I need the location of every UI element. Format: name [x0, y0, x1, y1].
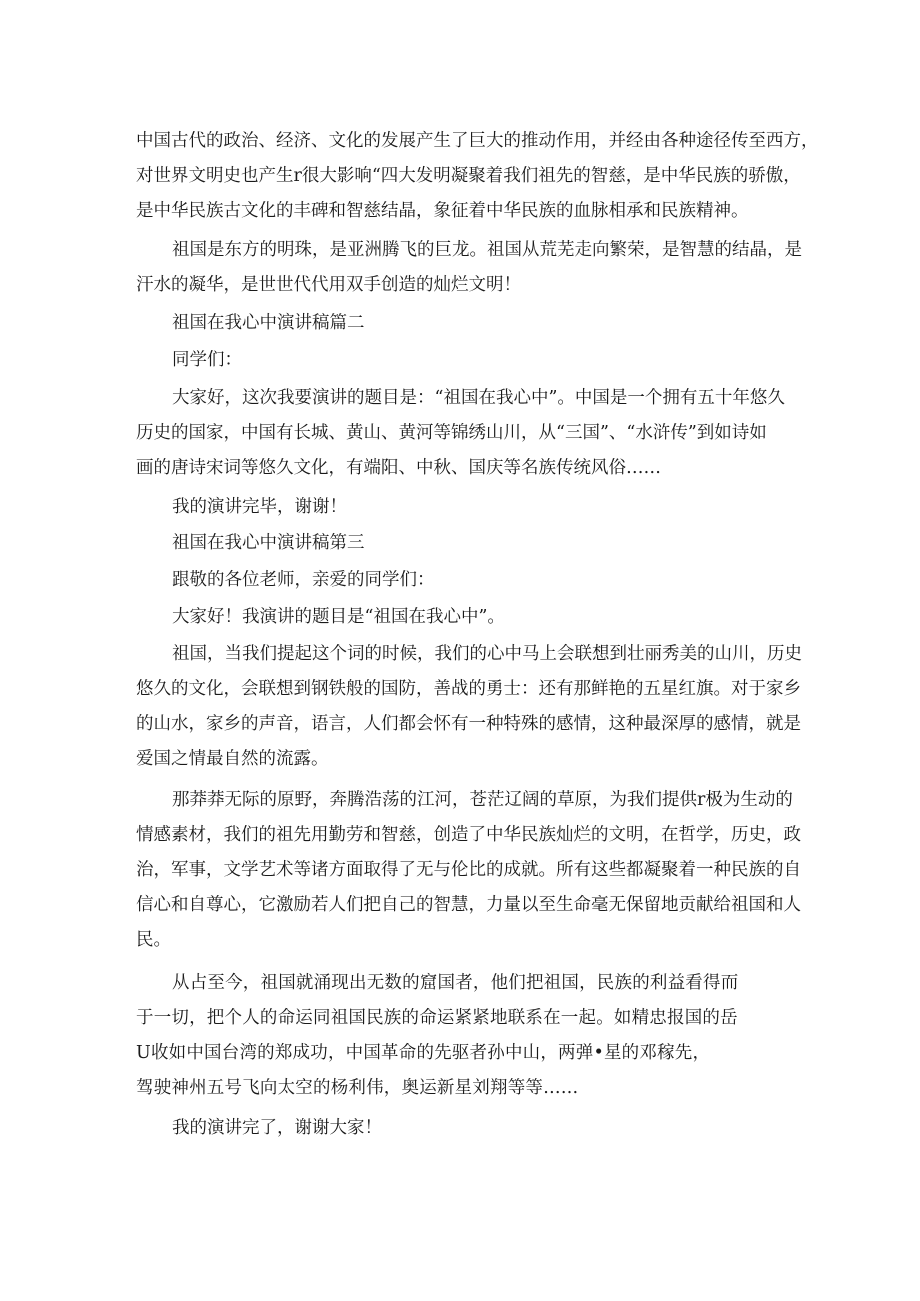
heading-speech-two	[136, 306, 786, 341]
text-line: U收如中国台湾的郑成功，中国革命的先驱者孙中山，两弹•星的邓稼先，	[136, 1043, 711, 1063]
paragraph-patriots	[136, 966, 786, 1106]
text-line: 从占至今，祖国就涌现出无数的窟国者，他们把祖国，民族的利益看得而	[172, 973, 739, 993]
paragraph-speech-two	[136, 381, 786, 486]
text-line: 中国古代的政治、经济、文化的发展产生了巨大的推动作用，并经由各种途径传至西方，	[136, 131, 819, 151]
text-line: 驾驶神州五号飞向太空的杨利伟，奥运新星刘翔等等……	[136, 1078, 579, 1098]
closing-speech-two	[136, 490, 786, 525]
section-heading: 祖国在我心中演讲稿第三	[172, 533, 365, 553]
text-line: 情感素材，我们的祖先用勤劳和智慈，创造了中华民族灿烂的文明，在哲学，历史，政	[136, 825, 801, 845]
paragraph-pearl-of-east	[136, 233, 802, 303]
heading-speech-three	[136, 526, 786, 561]
text-line: 祖国，当我们提起这个词的时候，我们的心中马上会联想到壮丽秀美的山川，历史	[172, 644, 802, 664]
text-line: 悠久的文化，会联想到钢铁般的国防，善战的勇士：还有那鲜艳的五星红旗。对于家乡	[136, 679, 801, 699]
closing-text: 我的演讲完了，谢谢大家！	[172, 1118, 382, 1138]
text-line: 画的唐诗宋词等悠久文化，有端阳、中秋、国庆等名族传统风俗……	[136, 458, 661, 478]
text-line: 祖国是东方的明珠，是亚洲腾飞的巨龙。祖国从荒芜走向繁荣，是智慧的结晶，是	[172, 240, 802, 260]
paragraph-motherland	[136, 637, 802, 777]
text-line: 汗水的凝华，是世世代代用双手创造的灿烂文明！	[136, 275, 521, 295]
intro-text: 大家好！我演讲的题目是“祖国在我心中”。	[172, 607, 505, 627]
greeting-text: 跟敬的各位老师，亲爱的同学们：	[172, 570, 435, 590]
closing-text: 我的演讲完毕，谢谢！	[172, 497, 347, 517]
paragraph-ancient-inventions	[136, 124, 819, 229]
section-heading: 祖国在我心中演讲稿篇二	[172, 313, 365, 333]
text-line: 信心和自尊心，它激励若人们把自己的智慧，力量以至生命毫无保留地贡献给祖国和人	[136, 895, 801, 915]
text-line: 历史的国家，中国有长城、黄山、黄河等锦绣山川，从“三国”、“水浒传”到如诗如	[136, 423, 767, 443]
paragraph-vast-land	[136, 783, 801, 958]
greeting-speech-three	[136, 563, 786, 598]
text-line: 是中华民族古文化的丰碑和智慈结晶，象征着中华民族的血脉相承和民族精神。	[136, 201, 749, 221]
text-line: 大家好，这次我要演讲的题目是：“祖国在我心中”。中国是一个拥有五十年悠久	[172, 388, 785, 408]
text-line: 对世界文明史也产生r很大影响“四大发明凝聚着我们祖先的智慈，是中华民族的骄傲，	[136, 166, 801, 186]
greeting-text: 同学们：	[172, 350, 242, 370]
text-line: 民。	[136, 930, 171, 950]
text-line: 于一切，把个人的命运同祖国民族的命运紧紧地联系在一起。如精忠报国的岳	[136, 1008, 738, 1028]
greeting-speech-two	[136, 343, 786, 378]
intro-speech-three	[136, 600, 786, 635]
text-line: 治，军事，文学艺术等诸方面取得了无与伦比的成就。所有这些都凝聚着一种民族的自	[136, 860, 801, 880]
text-line: 爱国之情最自然的流露。	[136, 749, 329, 769]
text-line: 的山水，家乡的声音，语言，人们都会怀有一种特殊的感情，这种最深厚的感情，就是	[136, 714, 801, 734]
text-line: 那莽莽无际的原野，奔腾浩荡的江河，苍茫辽阔的草原，为我们提供r极为生动的	[172, 790, 793, 810]
closing-speech-three	[136, 1111, 786, 1146]
